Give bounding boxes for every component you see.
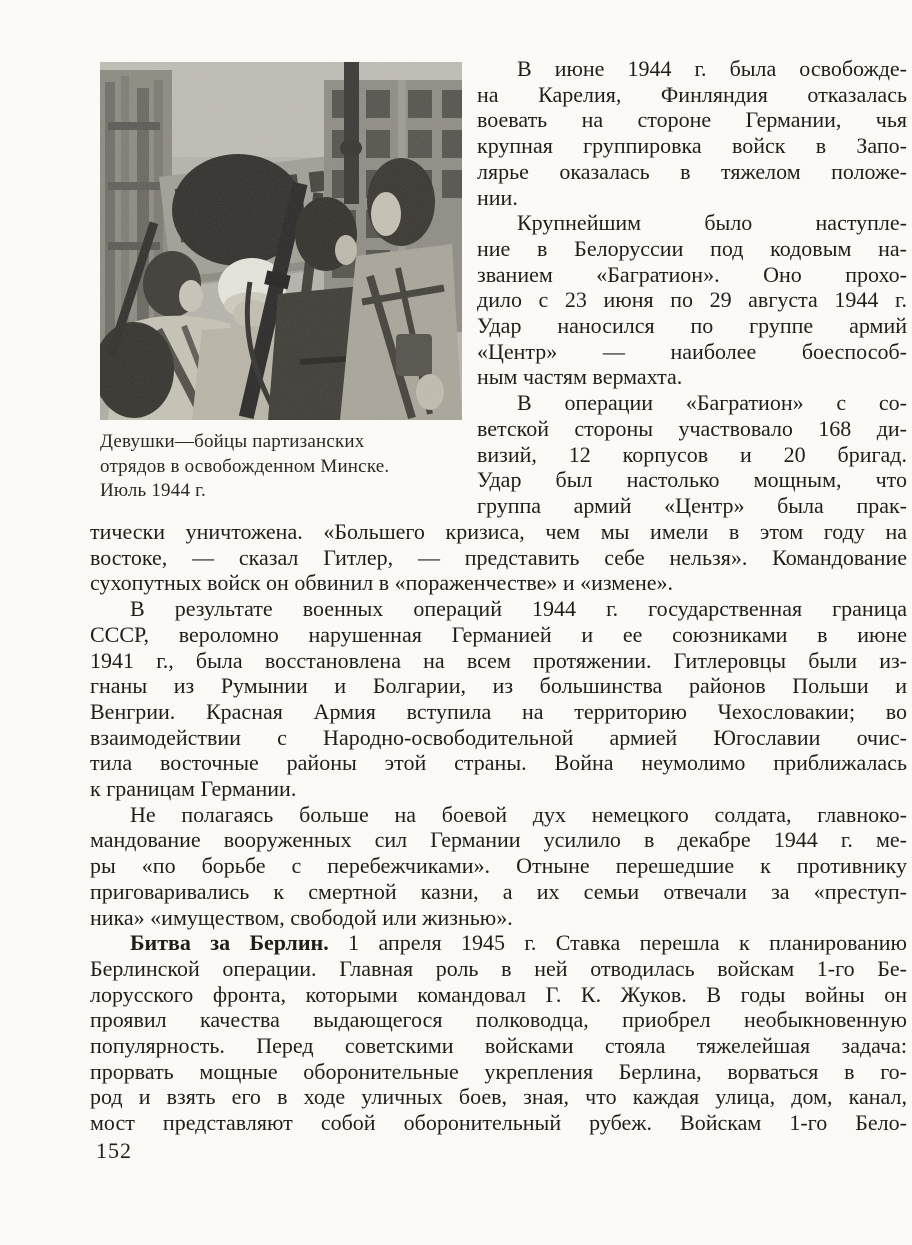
text-line: прорвать мощные оборонительные укрепления Берлина, ворваться в го- bbox=[90, 1058, 907, 1084]
text-line: В операции «Багратион» с со- bbox=[517, 390, 907, 416]
photo-caption bbox=[100, 430, 460, 504]
text-line: крупная группировка войск в Запо- bbox=[477, 133, 907, 159]
text-line: Удар наносился по группе армий bbox=[477, 313, 907, 339]
text-line: визий, 12 корпусов и 20 бригад. bbox=[477, 441, 907, 467]
text-line: званием «Багратион». Оно прохо- bbox=[477, 261, 907, 287]
text-line: популярность. Перед советскими войсками стояла тяжелейшая задача: bbox=[90, 1033, 907, 1059]
partisans-photo-image bbox=[100, 62, 462, 420]
caption-line: Июль 1944 г. bbox=[100, 480, 206, 501]
paragraph-berlin bbox=[90, 930, 907, 1136]
text-line: ветской стороны участвовало 168 ди- bbox=[477, 415, 907, 441]
text-line: лорусского фронта, которыми командовал Г. К. Жуков. В годы войны он bbox=[90, 981, 907, 1007]
text-line: ника» «имуществом, свободой или жизнью». bbox=[90, 904, 513, 930]
text-line: Берлинской операции. Главная роль в ней отводилась войскам 1-го Бе- bbox=[90, 955, 907, 981]
text-line: лярье оказалась в тяжелом положе- bbox=[477, 158, 907, 184]
text-line: «Центр» — наиболее боеспособ- bbox=[477, 338, 907, 364]
text-line: ры «по борьбе с перебежчиками». Отныне перешедшие к противнику bbox=[90, 853, 907, 879]
text-line: мандование вооруженных сил Германии усилило в декабре 1944 г. ме- bbox=[90, 827, 907, 853]
paragraph-border-1944 bbox=[90, 596, 907, 802]
text-line: взаимодействии с Народно-освободительной армией Югославии очис- bbox=[90, 724, 907, 750]
text-line: нии. bbox=[477, 184, 518, 210]
text-line: 1941 г., была восстановлена на всем протяжении. Гитлеровцы были из- bbox=[90, 647, 907, 673]
text-line: Не полагаясь больше на боевой дух немецкого солдата, главноко- bbox=[130, 801, 907, 827]
text-line: В результате военных операций 1944 г. государственная граница bbox=[130, 596, 907, 622]
text-line: дило с 23 июня по 29 августа 1944 г. bbox=[477, 287, 907, 313]
text-line: СССР, вероломно нарушенная Германией и ее союзниками в июне bbox=[90, 621, 907, 647]
text-line: проявил качества выдающегося полководца, приобрел необыкновенную bbox=[90, 1007, 907, 1033]
main-text bbox=[90, 519, 907, 1136]
text-line: Удар был настолько мощным, что bbox=[477, 467, 907, 493]
berlin-heading: Битва за Берлин. bbox=[130, 930, 329, 956]
text-line: тила восточные районы этой страны. Война неумолимо приближалась bbox=[90, 750, 907, 776]
text-line: В июне 1944 г. была освобожде- bbox=[517, 56, 907, 81]
text-line: ным частям вермахта. bbox=[477, 364, 683, 390]
paragraph-operation bbox=[477, 390, 907, 519]
right-column bbox=[477, 56, 907, 519]
caption-line: отрядов в освобожденном Минске. bbox=[100, 455, 390, 477]
text-line: мост представляют собой оборонительный рубеж. Войскам 1-го Бело- bbox=[90, 1110, 907, 1136]
text-line: гнаны из Румынии и Болгарии, из большинства районов Польши и bbox=[90, 673, 907, 699]
text-line: тически уничтожена. «Большего кризиса, чем мы имели в этом году на bbox=[90, 519, 907, 544]
text-line: Венгрии. Красная Армия вступила на территорию Чехословакии; во bbox=[90, 698, 907, 724]
photo-grain bbox=[100, 62, 462, 420]
text-line: воевать на стороне Германии, чья bbox=[477, 107, 907, 133]
text-line: группа армий «Центр» была прак- bbox=[477, 492, 907, 518]
caption-line: Девушки—бойцы партизанских bbox=[100, 431, 365, 452]
text-run: 1 апреля 1945 г. Ставка перешла к планированию bbox=[328, 930, 907, 956]
text-line bbox=[90, 930, 907, 956]
paragraph-karelia bbox=[477, 56, 907, 210]
text-line: востоке, — сказал Гитлер, — представить себе нельзя». Командование bbox=[90, 544, 907, 570]
text-line: Крупнейшим было наступле- bbox=[517, 210, 907, 236]
partisans-photo bbox=[100, 62, 462, 420]
paragraph-operation-cont bbox=[90, 519, 907, 596]
paragraph-deserters bbox=[90, 802, 907, 931]
text-line: ние в Белоруссии под кодовым на- bbox=[477, 235, 907, 261]
text-line: на Карелия, Финляндия отказалась bbox=[477, 81, 907, 107]
text-line: к границам Германии. bbox=[90, 776, 297, 802]
paragraph-bagration bbox=[477, 210, 907, 390]
text-line: род и взять его в ходе уличных боев, зная, что каждая улица, дом, канал, bbox=[90, 1084, 907, 1110]
page-number: 152 bbox=[96, 1138, 132, 1163]
text-line: приговаривались к смертной казни, а их семьи отвечали за «преступ- bbox=[90, 878, 907, 904]
text-line: сухопутных войск он обвинил в «пораженчестве» и «измене». bbox=[90, 570, 673, 596]
